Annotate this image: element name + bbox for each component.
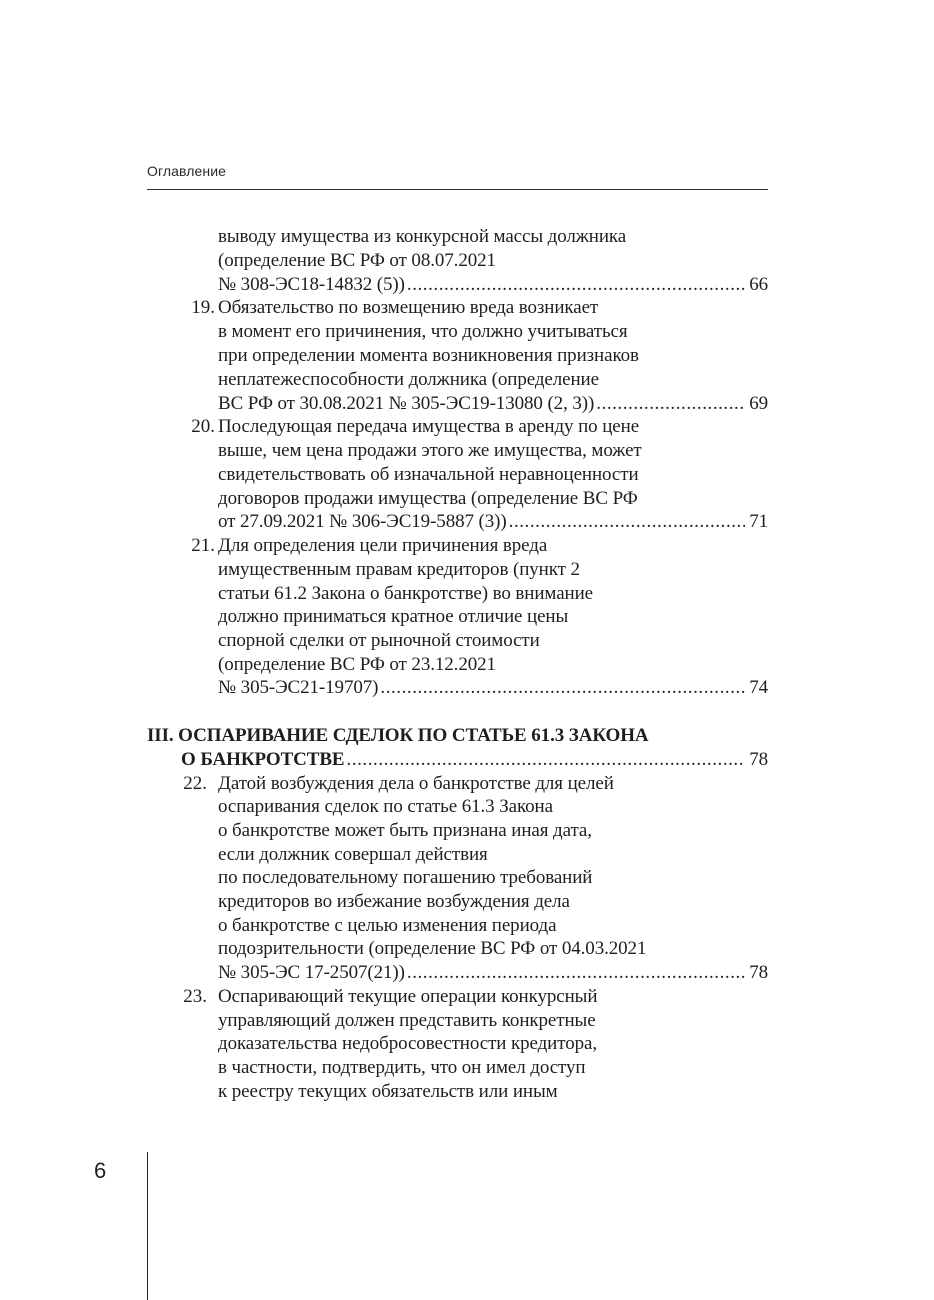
toc-entry-23-line: управляющий должен представить конкретные bbox=[218, 1010, 596, 1031]
folio-divider bbox=[147, 1152, 148, 1300]
toc-entry-22-line: о банкротстве может быть признана иная дата, bbox=[218, 820, 592, 841]
toc-entry-20-leader-line[interactable] bbox=[218, 510, 768, 534]
dot-leader bbox=[407, 273, 745, 297]
toc-entry-22-leader-line[interactable] bbox=[218, 961, 768, 985]
toc-entry-21-leader-line[interactable] bbox=[218, 676, 768, 700]
toc-entry-text: № 305-ЭС21-19707) bbox=[218, 677, 379, 698]
toc-entry-number: 23. bbox=[183, 986, 207, 1007]
toc-entry-text: от 27.09.2021 № 306-ЭС19-5887 (3)) bbox=[218, 511, 507, 532]
toc-entry-22-line: по последовательному погашению требований bbox=[218, 867, 593, 888]
toc-entry-23-line: Оспаривающий текущие операции конкурсный bbox=[218, 986, 598, 1007]
toc-entry-20-line: Последующая передача имущества в аренду по цене bbox=[218, 416, 640, 437]
toc-entry-21-line: имущественным правам кредиторов (пункт 2 bbox=[218, 559, 580, 580]
toc-entry-23-line: в частности, подтвердить, что он имел доступ bbox=[218, 1057, 586, 1078]
toc-entry-19-line: Обязательство по возмещению вреда возникает bbox=[218, 297, 599, 318]
toc-entry-21-line: должно приниматься кратное отличие цены bbox=[218, 606, 569, 627]
toc-entry-text: № 305-ЭС 17-2507(21)) bbox=[218, 962, 405, 983]
toc-page-number: 78 bbox=[749, 962, 768, 983]
toc-entry-21-line: статьи 61.2 Закона о банкротстве) во внимание bbox=[218, 583, 593, 604]
toc-entry-21-line: (определение ВС РФ от 23.12.2021 bbox=[218, 654, 496, 675]
toc-entry-19-line: при определении момента возникновения признаков bbox=[218, 345, 639, 366]
toc-page-number: 69 bbox=[749, 393, 768, 414]
toc-entry-21-line: Для определения цели причинения вреда bbox=[218, 535, 548, 556]
toc-entry-number: 20. bbox=[191, 416, 215, 437]
toc-page-number: 71 bbox=[749, 511, 768, 532]
toc-entry-number: 21. bbox=[191, 535, 215, 556]
toc-section-text: О БАНКРОТСТВЕ bbox=[181, 749, 345, 770]
toc-page-number: 78 bbox=[749, 749, 768, 770]
toc-entry-19-line: неплатежеспособности должника (определение bbox=[218, 369, 599, 390]
header-divider bbox=[147, 189, 768, 190]
dot-leader bbox=[509, 510, 746, 534]
toc-entry-number: 19. bbox=[191, 297, 215, 318]
toc-entry-19-line: в момент его причинения, что должно учитываться bbox=[218, 321, 628, 342]
page-number: 6 bbox=[94, 1158, 107, 1183]
toc-entry-18-leader-line[interactable] bbox=[218, 273, 768, 297]
toc-entry-18-line: выводу имущества из конкурсной массы должника bbox=[218, 226, 627, 247]
toc-entry-22-line: о банкротстве с целью изменения периода bbox=[218, 915, 557, 936]
dot-leader bbox=[347, 748, 746, 772]
toc-entry-23-line: к реестру текущих обязательств или иным bbox=[218, 1081, 558, 1102]
toc-entry-22-line: Датой возбуждения дела о банкротстве для целей bbox=[218, 773, 614, 794]
toc-entry-number: 22. bbox=[183, 773, 207, 794]
toc-page-number: 66 bbox=[749, 274, 768, 295]
toc-entry-23-line: доказательства недобросовестности кредитора, bbox=[218, 1033, 597, 1054]
dot-leader bbox=[596, 392, 745, 416]
toc-entry-18-line: (определение ВС РФ от 08.07.2021 bbox=[218, 250, 496, 271]
toc-entry-19-leader-line[interactable] bbox=[218, 392, 768, 416]
toc-entry-21-line: спорной сделки от рыночной стоимости bbox=[218, 630, 540, 651]
toc-entry-text: ВС РФ от 30.08.2021 № 305-ЭС19-13080 (2, 3)) bbox=[218, 393, 595, 414]
toc-section-heading[interactable]: III. ОСПАРИВАНИЕ СДЕЛОК ПО СТАТЬЕ 61.3 ЗАКОНА bbox=[147, 725, 649, 746]
toc-entry-22-line: оспаривания сделок по статье 61.3 Закона bbox=[218, 796, 553, 817]
toc-entry-20-line: свидетельствовать об изначальной неравноценности bbox=[218, 464, 639, 485]
toc-page-number: 74 bbox=[749, 677, 768, 698]
running-title: Оглавление bbox=[147, 163, 227, 179]
toc-entry-22-line: подозрительности (определение ВС РФ от 04.03.2021 bbox=[218, 938, 647, 959]
toc-section-leader-line[interactable] bbox=[181, 748, 768, 772]
toc-entry-20-line: договоров продажи имущества (определение ВС РФ bbox=[218, 488, 638, 509]
toc-entry-22-line: если должник совершал действия bbox=[218, 844, 488, 865]
toc-entry-text: № 308-ЭС18-14832 (5)) bbox=[218, 274, 405, 295]
toc-entry-22-line: кредиторов во избежание возбуждения дела bbox=[218, 891, 570, 912]
toc-entry-20-line: выше, чем цена продажи этого же имущества, может bbox=[218, 440, 642, 461]
dot-leader bbox=[380, 676, 745, 700]
dot-leader bbox=[407, 961, 745, 985]
